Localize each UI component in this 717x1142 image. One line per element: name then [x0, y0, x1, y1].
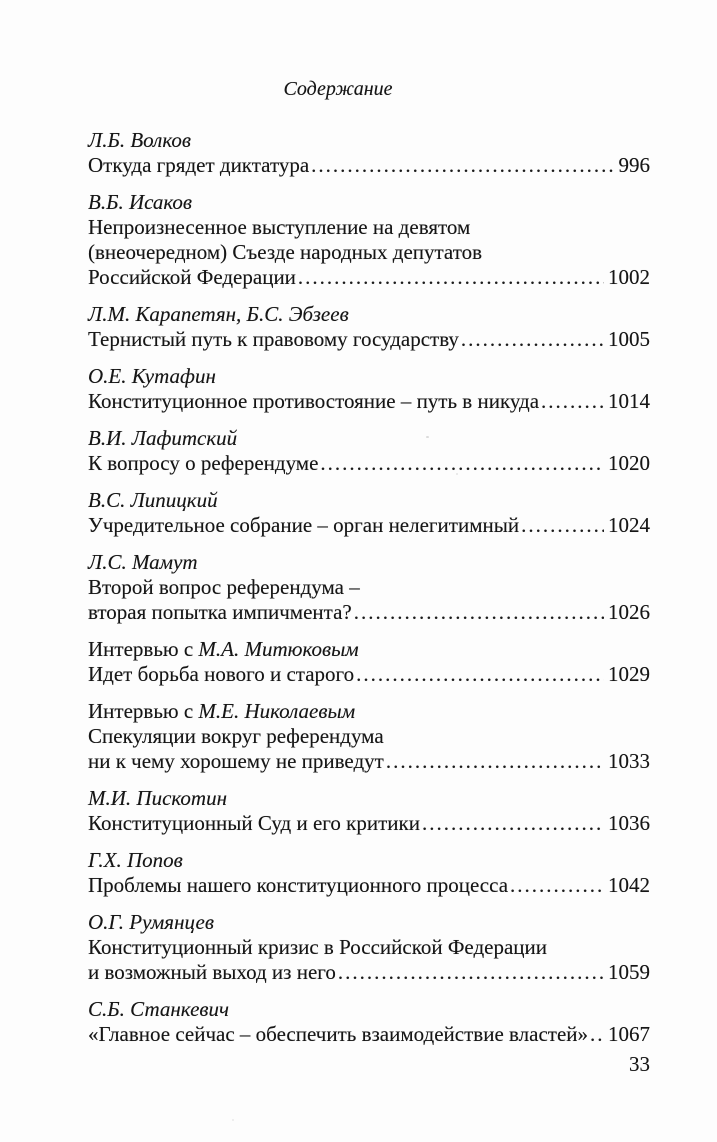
- toc-entry: [88, 848, 650, 898]
- entry-author-line: [88, 550, 650, 575]
- entry-author-line: [88, 910, 650, 935]
- toc-content: [88, 76, 650, 1047]
- toc-entry: [88, 550, 650, 625]
- dot-leader: [354, 600, 604, 625]
- toc-entry: [88, 426, 650, 476]
- toc-entry: [88, 699, 650, 774]
- toc-entry: [88, 128, 650, 178]
- entry-title-line: [88, 935, 650, 960]
- entry-page-number: 1026: [608, 600, 650, 624]
- dot-leader: [521, 513, 604, 538]
- entry-author-line: [88, 848, 650, 873]
- entry-title-line: [88, 960, 650, 985]
- entry-title-text: Идет борьба нового и старого: [88, 662, 355, 686]
- entry-title-line: [88, 451, 650, 476]
- dot-leader: [338, 960, 604, 985]
- entry-page-number: 1020: [608, 451, 650, 475]
- author-name: М.Е. Николаевым: [198, 699, 356, 723]
- toc-entry: [88, 910, 650, 985]
- page-number-folio: 33: [629, 1052, 650, 1076]
- entry-author-line: [88, 302, 650, 327]
- dot-leader: [311, 153, 614, 178]
- scan-speck: [426, 436, 429, 438]
- entry-title-line: [88, 153, 650, 178]
- dot-leader: [461, 327, 604, 352]
- entry-page-number: 1002: [608, 265, 650, 289]
- author-prefix: Интервью с: [88, 637, 199, 661]
- toc-list: [88, 128, 650, 1047]
- entry-title-text: (внеочередном) Съезде народных депутатов: [88, 240, 483, 264]
- entry-title-line: [88, 575, 650, 600]
- author-name: Л.Б. Волков: [88, 128, 191, 152]
- toc-entry: [88, 302, 650, 352]
- entry-page-number: 1042: [608, 873, 650, 897]
- author-prefix: Интервью с: [88, 699, 199, 723]
- entry-title-line: [88, 662, 650, 687]
- toc-entry: [88, 190, 650, 290]
- dot-leader: [386, 749, 604, 774]
- entry-author-line: [88, 488, 650, 513]
- entry-title-line: [88, 749, 650, 774]
- toc-entry: [88, 997, 650, 1047]
- entry-title-text: Непроизнесенное выступление на девятом: [88, 215, 471, 239]
- entry-title-text: Второй вопрос референдума –: [88, 575, 360, 599]
- dot-leader: [320, 451, 604, 476]
- entry-page-number: 1014: [608, 389, 650, 413]
- entry-title-line: [88, 724, 650, 749]
- entry-title-line: [88, 513, 650, 538]
- entry-author-line: [88, 364, 650, 389]
- entry-page-number: 1033: [608, 749, 650, 773]
- entry-title-line: [88, 215, 650, 240]
- dot-leader: [356, 662, 604, 687]
- entry-page-number: 1005: [608, 327, 650, 351]
- author-name: Л.С. Мамут: [88, 550, 198, 574]
- entry-page-number: 1024: [608, 513, 650, 537]
- entry-title-text: ни к чему хорошему не приведут: [88, 749, 384, 773]
- entry-author-line: [88, 190, 650, 215]
- author-name: С.Б. Станкевич: [88, 997, 230, 1021]
- author-name: Г.Х. Попов: [88, 848, 183, 872]
- scan-speck: [456, 473, 458, 475]
- toc-entry: [88, 786, 650, 836]
- entry-title-text: К вопросу о референдуме: [88, 451, 319, 475]
- author-name: О.Е. Кутафин: [88, 364, 216, 388]
- toc-entry: [88, 364, 650, 414]
- entry-title-text: Тернистый путь к правовому государству: [88, 327, 459, 351]
- entry-title-text: вторая попытка импичмента?: [88, 600, 352, 624]
- entry-page-number: 1067: [608, 1022, 650, 1046]
- entry-title-text: Конституционный кризис в Российской Федерации: [88, 935, 548, 959]
- entry-author-line: [88, 997, 650, 1022]
- entry-title-text: и возможный выход из него: [88, 960, 336, 984]
- author-name: О.Г. Румянцев: [88, 910, 214, 934]
- entry-title-text: Спекуляции вокруг референдума: [88, 724, 384, 748]
- entry-author-line: [88, 637, 650, 662]
- entry-author-line: [88, 699, 650, 724]
- entry-title-line: [88, 240, 650, 265]
- entry-author-line: [88, 786, 650, 811]
- entry-author-line: [88, 426, 650, 451]
- entry-author-line: [88, 128, 650, 153]
- entry-title-text: Российской Федерации: [88, 265, 296, 289]
- entry-title-line: [88, 1022, 650, 1047]
- entry-title-text: Конституционный Суд и его критики: [88, 811, 420, 835]
- author-name: М.И. Пискотин: [88, 786, 228, 810]
- entry-title-text: Откуда грядет диктатура: [88, 153, 310, 177]
- dot-leader: [422, 811, 604, 836]
- dot-leader: [510, 873, 604, 898]
- entry-page-number: 1029: [608, 662, 650, 686]
- entry-page-number: 996: [618, 153, 650, 177]
- entry-title-line: [88, 389, 650, 414]
- entry-title-line: [88, 811, 650, 836]
- entry-page-number: 1059: [608, 960, 650, 984]
- entry-title-line: [88, 600, 650, 625]
- entry-title-text: Учредительное собрание – орган нелегитимный: [88, 513, 520, 537]
- scan-speck: [232, 1119, 234, 1121]
- toc-heading: Содержание: [283, 78, 393, 100]
- author-name: В.Б. Исаков: [88, 190, 193, 214]
- entry-page-number: 1036: [608, 811, 650, 835]
- entry-title-text: «Главное сейчас – обеспечить взаимодействие властей»: [88, 1022, 589, 1046]
- author-name: В.С. Липицкий: [88, 488, 218, 512]
- toc-entry: [88, 637, 650, 687]
- entry-title-text: Проблемы нашего конституционного процесса: [88, 873, 509, 897]
- author-name: В.И. Лафитский: [88, 426, 238, 450]
- author-name: М.А. Митюковым: [198, 637, 359, 661]
- entry-title-text: Конституционное противостояние – путь в никуда: [88, 389, 540, 413]
- dot-leader: [590, 1022, 604, 1047]
- dot-leader: [541, 389, 604, 414]
- entry-title-line: [88, 327, 650, 352]
- dot-leader: [298, 265, 604, 290]
- toc-entry: [88, 488, 650, 538]
- entry-title-line: [88, 265, 650, 290]
- entry-title-line: [88, 873, 650, 898]
- author-name: Л.М. Карапетян, Б.С. Эбзеев: [88, 302, 349, 326]
